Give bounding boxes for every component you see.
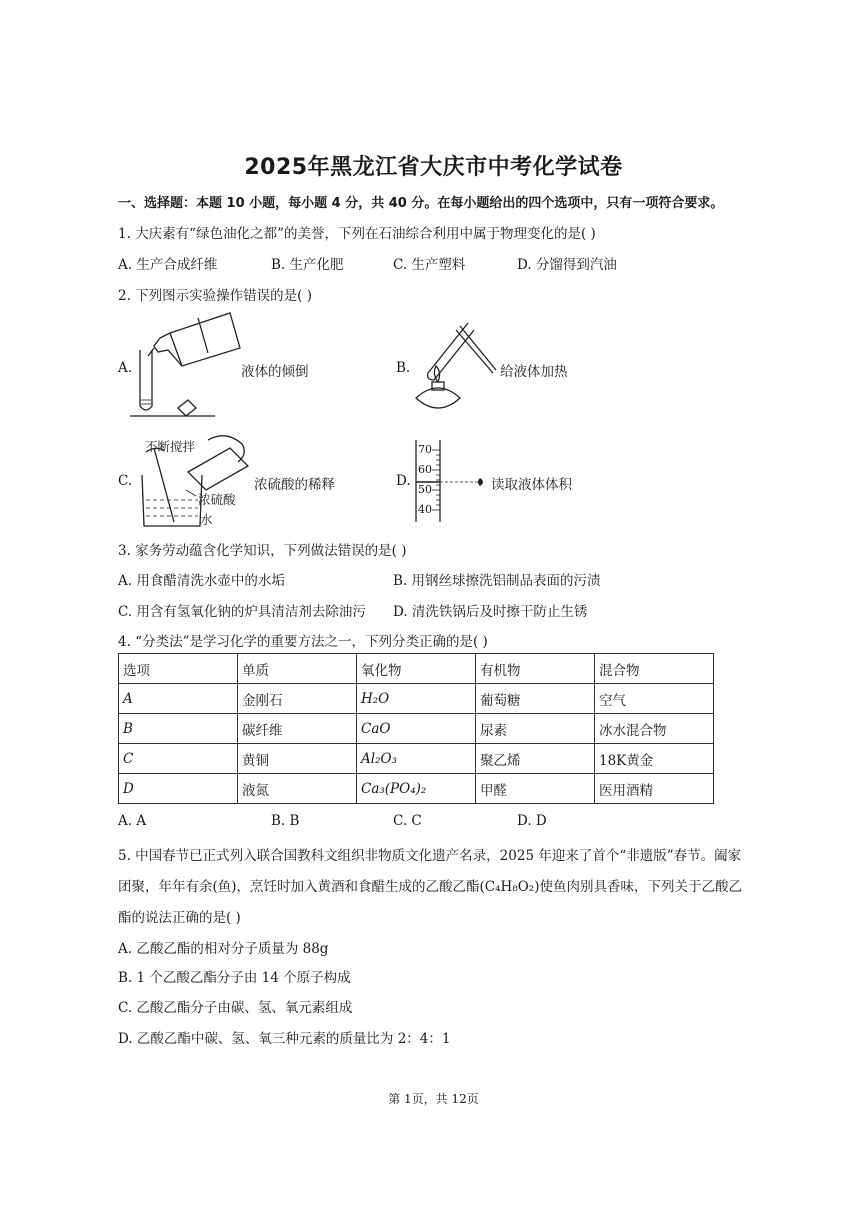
- table-cell: C: [119, 744, 238, 774]
- q2-option-c-letter: C.: [118, 473, 133, 489]
- q2-option-a-caption: 液体的倾倒: [241, 364, 309, 380]
- table-row: [119, 774, 714, 804]
- question-5-stem-line-1: 5. 中国春节已正式列入联合国教科文组织非物质文化遗产名录，2025 年迎来了首个“非遗版”春节。阖家: [118, 848, 742, 864]
- q4-option-c: C. C: [393, 813, 422, 829]
- q3-option-c: C. 用含有氢氧化钠的炉具清洁剂去除油污: [118, 604, 366, 620]
- table-cell: 冰水混合物: [595, 714, 714, 744]
- table-cell: A: [119, 684, 238, 714]
- tick-label-40: 40: [418, 503, 432, 516]
- table-cell: H₂O: [357, 684, 476, 714]
- table-cell: D: [119, 774, 238, 804]
- question-5-stem-line-3: 酯的说法正确的是( ): [118, 910, 241, 926]
- q5-option-a: A. 乙酸乙酯的相对分子质量为 88g: [118, 941, 329, 957]
- q2-option-a-letter: A.: [118, 360, 133, 376]
- header-cell: 混合物: [595, 654, 714, 684]
- tick-label-60: 60: [418, 463, 432, 476]
- tick-label-50: 50: [418, 483, 432, 496]
- q1-option-b: B. 生产化肥: [271, 257, 344, 273]
- pouring-liquid-illustration: [130, 308, 245, 420]
- table-cell: 黄铜: [238, 744, 357, 774]
- q3-option-b: B. 用钢丝球擦洗铝制品表面的污渍: [393, 573, 601, 589]
- table-cell: 甲醛: [476, 774, 595, 804]
- header-cell: 选项: [119, 654, 238, 684]
- heating-liquid-illustration: [408, 318, 498, 416]
- tick-label-70: 70: [418, 443, 432, 456]
- table-cell: Al₂O₃: [357, 744, 476, 774]
- table-cell: 尿素: [476, 714, 595, 744]
- stir-label: 不断搅拌: [145, 439, 196, 454]
- header-cell: 单质: [238, 654, 357, 684]
- table-cell: B: [119, 714, 238, 744]
- table-row: [119, 684, 714, 714]
- table-cell: 碳纤维: [238, 714, 357, 744]
- question-2-stem: 2. 下列图示实验操作错误的是( ): [118, 288, 312, 304]
- table-cell: 葡萄糖: [476, 684, 595, 714]
- table-cell: 液氮: [238, 774, 357, 804]
- question-5-stem-line-2: 团聚，年年有余(鱼)，烹饪时加入黄酒和食醋生成的乙酸乙酯(C₄H₈O₂)使鱼肉别具香味，下列关于乙酸乙: [118, 879, 742, 895]
- q5-option-b: B. 1 个乙酸乙酯分子由 14 个原子构成: [118, 970, 351, 986]
- header-cell: 氧化物: [357, 654, 476, 684]
- q1-option-c: C. 生产塑料: [393, 257, 466, 273]
- question-4-stem: 4. “分类法”是学习化学的重要方法之一，下列分类正确的是( ): [118, 634, 488, 650]
- table-row: [119, 744, 714, 774]
- q3-option-a: A. 用食醋清洗水壶中的水垢: [118, 573, 285, 589]
- water-label: 水: [200, 512, 213, 527]
- q1-option-d: D. 分馏得到汽油: [517, 257, 617, 273]
- table-row: [119, 714, 714, 744]
- q2-option-b-letter: B.: [396, 360, 411, 376]
- q4-option-a: A. A: [118, 813, 147, 829]
- q3-option-d: D. 清洗铁锅后及时擦干防止生锈: [393, 604, 588, 620]
- classification-table: [118, 653, 714, 804]
- table-cell: 医用酒精: [595, 774, 714, 804]
- question-1-stem: 1. 大庆素有“绿色油化之都”的美誉，下列在石油综合利用中属于物理变化的是( ): [118, 226, 596, 242]
- q5-option-c: C. 乙酸乙酯分子由碳、氢、氧元素组成: [118, 1000, 353, 1016]
- q1-option-a: A. 生产合成纤维: [118, 257, 218, 273]
- table-cell: 空气: [595, 684, 714, 714]
- table-cell: 金刚石: [238, 684, 357, 714]
- header-cell: 有机物: [476, 654, 595, 684]
- table-header-row: [119, 654, 714, 684]
- acid-label: 浓硫酸: [198, 492, 236, 507]
- q2-option-b-caption: 给液体加热: [500, 364, 568, 380]
- question-3-stem: 3. 家务劳动蕴含化学知识，下列做法错误的是( ): [118, 543, 407, 559]
- table-cell: 18K黄金: [595, 744, 714, 774]
- q5-option-d: D. 乙酸乙酯中碳、氢、氧三种元素的质量比为 2：4：1: [118, 1031, 451, 1047]
- q2-option-d-caption: 读取液体体积: [491, 477, 572, 493]
- table-cell: CaO: [357, 714, 476, 744]
- page-title: 2025年黑龙江省大庆市中考化学试卷: [244, 155, 623, 180]
- q2-option-c-caption: 浓硫酸的稀释: [254, 477, 335, 493]
- section-heading: 一、选择题：本题 10 小题，每小题 4 分，共 40 分。在每小题给出的四个选项中，只有一项符合要求。: [118, 196, 724, 211]
- table-cell: 聚乙烯: [476, 744, 595, 774]
- q4-option-b: B. B: [271, 813, 300, 829]
- q2-option-d-letter: D.: [396, 473, 411, 489]
- eye-icon: [478, 478, 483, 486]
- table-cell: Ca₃(PO₄)₂: [357, 774, 476, 804]
- q4-option-d: D. D: [517, 813, 547, 829]
- page-number: 第 1页，共 12页: [388, 1092, 479, 1106]
